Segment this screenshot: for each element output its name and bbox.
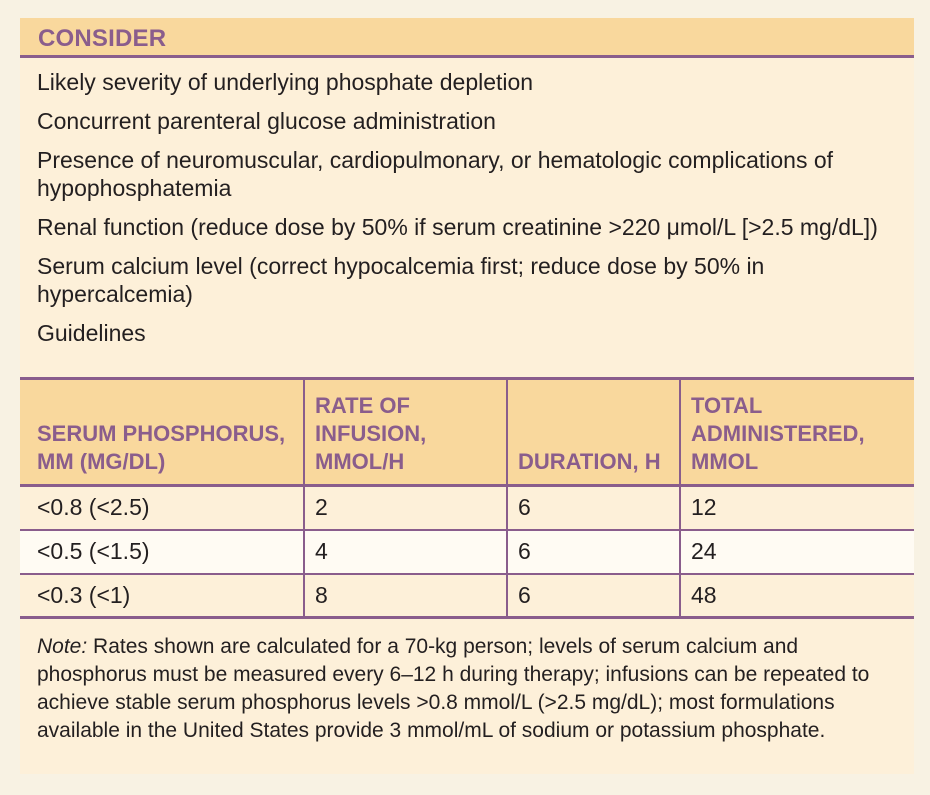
consider-list — [37, 68, 907, 358]
column-header-duration: DURATION, H — [507, 379, 680, 486]
note-text: Rates shown are calculated for a 70-kg person; levels of serum calcium and phosphorus must be measured every 6–12 h during therapy; infusions can be repeated to achieve stable serum phosphorus levels >0.8 mmol/L (>2.5 mg/dL); most formulations available in the United States provide 3 mmol/mL of sodium or potassium phosphate. — [37, 635, 870, 742]
table-cell: 2 — [304, 486, 507, 530]
consider-item: Likely severity of underlying phosphate depletion — [37, 69, 534, 95]
table-footnote — [37, 633, 907, 745]
table-cell: 48 — [680, 574, 914, 618]
table-header-row — [20, 379, 914, 486]
consider-item: Concurrent parenteral glucose administration — [37, 108, 496, 134]
consider-item: Presence of neuromuscular, cardiopulmonary, or hematologic complications of hypophosphatemia — [37, 147, 834, 201]
table-cell: <0.5 (<1.5) — [20, 530, 304, 574]
column-header-rate-of-infusion: RATE OF INFUSION, MMOL/H — [304, 379, 507, 486]
table-cell: 12 — [680, 486, 914, 530]
table-cell: 6 — [507, 574, 680, 618]
table-row — [20, 486, 914, 530]
guidelines-panel — [20, 18, 914, 774]
table-cell: 8 — [304, 574, 507, 618]
consider-item: Guidelines — [37, 320, 146, 346]
table-cell: 24 — [680, 530, 914, 574]
table-row — [20, 530, 914, 574]
table-cell: <0.3 (<1) — [20, 574, 304, 618]
table-cell: 4 — [304, 530, 507, 574]
table-cell: 6 — [507, 530, 680, 574]
column-header-total-administered: TOTAL ADMINISTERED, MMOL — [680, 379, 914, 486]
note-label: Note: — [37, 635, 88, 658]
table-row — [20, 574, 914, 618]
guidelines-table — [20, 377, 914, 619]
consider-heading: CONSIDER — [38, 25, 167, 52]
column-header-serum-phosphorus: SERUM PHOSPHORUS, MM (MG/DL) — [20, 379, 304, 486]
consider-item: Renal function (reduce dose by 50% if serum creatinine >220 μmol/L [>2.5 mg/dL]) — [37, 214, 878, 240]
table-cell: 6 — [507, 486, 680, 530]
table-cell: <0.8 (<2.5) — [20, 486, 304, 530]
consider-item: Serum calcium level (correct hypocalcemia first; reduce dose by 50% in hypercalcemia) — [37, 253, 765, 307]
consider-header — [20, 18, 914, 58]
